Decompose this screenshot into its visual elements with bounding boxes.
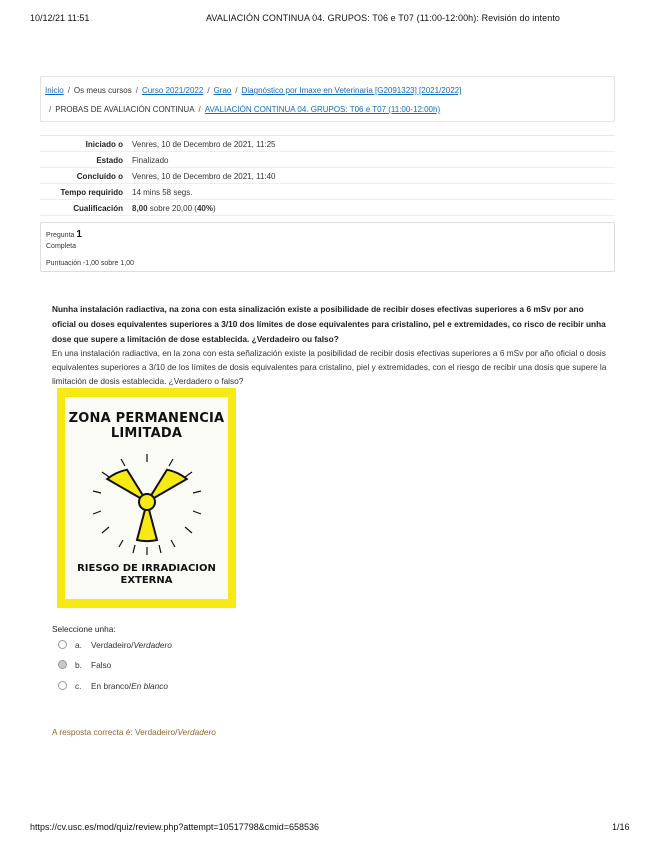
breadcrumb-separator: / [207,86,210,95]
grade-percent: 40% [196,204,213,213]
breadcrumb-os-meus-cursos: Os meus cursos [73,86,132,95]
grade-rest: sobre 20,00 ( [147,204,197,213]
breadcrumb-separator: / [67,86,70,95]
question-text-spanish: En una instalación radiactiva, en la zona con esta señalización existe la posibilidad de recibir dosis efectivas superiores a 6 mSv por año oficial o dosis equivalentes superiores a 3/10 de los límites de dosis equivalentes para cristalino, piel y extremidades, con el riesgo de recibir una dosis que supere la limitación de dosis establecida. ¿Verdadero o falso? [52,348,607,386]
grade-close: ) [212,204,216,213]
breadcrumb-grao-link[interactable]: Grao [213,86,232,95]
summary-row-time-taken [40,184,615,200]
feedback-text: A resposta correcta é: Verdadeiro/ [52,727,178,737]
answer-letter: c. [75,681,82,691]
grade-score: 8,00 [132,204,148,213]
answer-letter: b. [75,660,82,670]
breadcrumb-separator: / [235,86,238,95]
summary-value: Venres, 10 de Decembro de 2021, 11:40 [132,172,276,181]
radiation-warning-sign-image [57,388,236,608]
answer-option-a[interactable] [58,640,172,650]
question-number [46,229,82,240]
breadcrumb-inicio-link[interactable]: Inicio [45,86,64,95]
breadcrumb-separator: / [135,86,138,95]
radiation-trefoil-icon [87,447,207,562]
summary-value: Finalizado [132,156,169,165]
answer-label-gl: Falso [91,660,112,670]
summary-label: Estado [96,156,123,165]
question-info-box [40,222,615,272]
summary-row-started [40,136,615,152]
radio-b-selected[interactable] [58,660,67,669]
sign-bottom-text: RIESGO DE IRRADIACION EXTERNA [77,563,216,586]
answer-label-es: Verdadero [133,640,172,650]
question-number-value: 1 [76,229,82,240]
answer-option-b[interactable] [58,660,111,670]
summary-row-grade [40,200,615,216]
breadcrumb-course-link[interactable]: Diagnóstico por Imaxe en Veterinaria [G2091323] [2021/2022] [241,86,462,95]
radio-a[interactable] [58,640,67,649]
correct-answer-feedback [52,727,216,737]
question-state: Completa [46,243,76,250]
sign-panel [65,397,228,599]
radio-c[interactable] [58,681,67,690]
feedback-es: Verdadero [177,727,216,737]
answer-option-c[interactable] [58,681,168,691]
summary-value: Venres, 10 de Decembro de 2021, 11:25 [132,140,276,149]
answer-prompt: Seleccione unha: [52,624,116,634]
question-prefix: Pregunta [46,232,75,239]
summary-value: 14 mins 58 segs. [132,188,193,197]
summary-label: Tempo requirido [60,188,123,197]
question-text-galician: Nunha instalación radiactiva, na zona con esta sinalización existe a posibilidade de recibir doses efectivas superiores a 6 mSv por ano oficial ou doses equivalentes superiores a 3/10 dos límites de dose equivalentes para cristalino, pel e extremidades, co risco de recibir unha dose que supere a limitación de dose establecida. ¿Verdadeiro ou falso? [52,304,606,344]
answer-letter: a. [75,640,82,650]
question-grade: Puntuación -1,00 sobre 1,00 [46,260,134,267]
attempt-summary-table [40,135,615,216]
summary-label: Cualificación [73,204,123,213]
breadcrumb-probas: PROBAS DE AVALIACIÓN CONTINUA [55,105,195,114]
summary-label: Iniciado o [85,140,123,149]
summary-label: Concluído o [76,172,123,181]
print-datetime: 10/12/21 11:51 [30,13,90,23]
print-title: AVALIACIÓN CONTINUA 04. GRUPOS: T06 e T07 (11:00-12:00h): Revisión do intento [206,13,561,23]
answer-label-es: En blanco [131,681,169,691]
breadcrumb-separator: / [49,105,52,114]
summary-row-completed [40,168,615,184]
answer-label-gl: Verdadeiro/ [91,640,134,650]
print-url: https://cv.usc.es/mod/quiz/review.php?attempt=10517798&cmid=658536 [30,822,320,832]
breadcrumb-quiz-link[interactable]: AVALIACIÓN CONTINUA 04. GRUPOS: T06 e T07 (11:00-12:00h) [204,105,441,114]
summary-value [132,204,216,213]
summary-row-state [40,152,615,168]
breadcrumb-separator: / [198,105,201,114]
breadcrumb [40,76,615,122]
breadcrumb-curso-link[interactable]: Curso 2021/2022 [141,86,204,95]
print-page-number: 1/16 [612,822,630,832]
answer-label-gl: En branco/ [91,681,132,691]
sign-top-text: ZONA PERMANENCIA LIMITADA [68,411,225,441]
